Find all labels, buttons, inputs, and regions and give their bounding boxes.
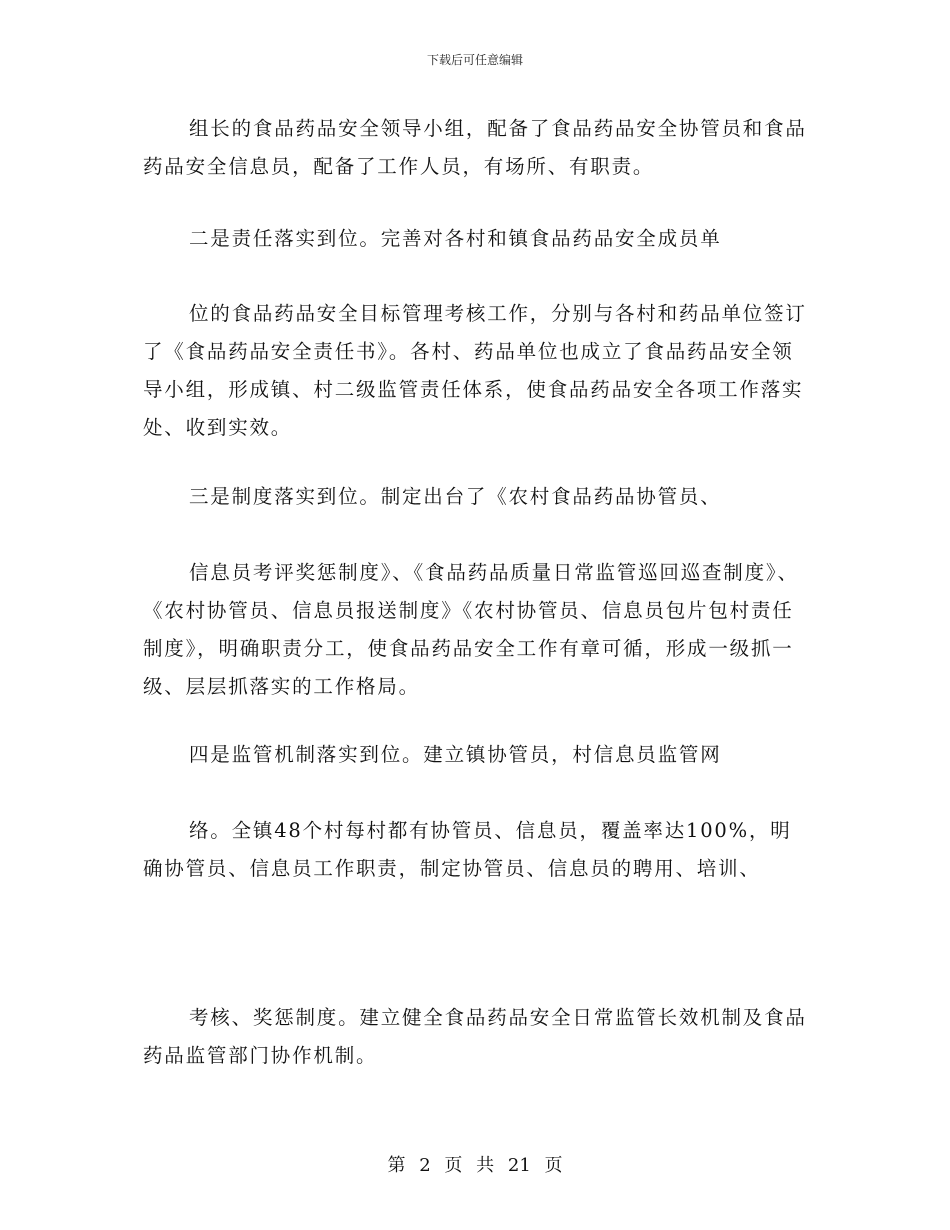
paragraph-3: 位的食品药品安全目标管理考核工作，分别与各村和药品单位签订了《食品药品安全责任书》。各村、药品单位也成立了食品药品安全领导小组，形成镇、村二级监管责任体系，使食品药品安全各项工作落实处、收到实效。 — [143, 302, 807, 439]
page-number-unit: 页 — [444, 1155, 463, 1176]
header-note: 下载后可任意编辑 — [426, 53, 523, 67]
paragraph-5: 信息员考评奖惩制度》、《食品药品质量日常监管巡回巡查制度》、《农村协管员、信息员报送制度》《农村协管员、信息员包片包村责任制度》，明确职责分工，使食品药品安全工作有章可循，形成一级抓一级、层层抓落实的工作格局。 — [143, 561, 799, 698]
paragraph-2: 二是责任落实到位。完善对各村和镇食品药品安全成员单 — [189, 227, 722, 250]
page-number-total: 21 — [507, 1155, 531, 1176]
paragraph-1: 组长的食品药品安全领导小组，配备了食品药品安全协管员和食品药品安全信息员，配备了工作人员，有场所、有职责。 — [143, 117, 807, 178]
page-number-prefix: 第 — [387, 1155, 406, 1176]
paragraph-7: 络。全镇48个村每村都有协管员、信息员，覆盖率达100%，明确协管员、信息员工作职责，制定协管员、信息员的聘用、培训、 — [143, 819, 792, 880]
paragraph-8: 考核、奖惩制度。建立健全食品药品安全日常监管长效机制及食品药品监管部门协作机制。 — [143, 1006, 807, 1067]
page-number — [0, 1154, 950, 1178]
paragraph-4: 三是制度落实到位。制定出台了《农村食品药品协管员、 — [189, 485, 722, 508]
page-number-current: 2 — [419, 1155, 431, 1176]
page-number-total-label: 共 — [476, 1155, 495, 1176]
paragraph-6: 四是监管机制落实到位。建立镇协管员，村信息员监管网 — [189, 743, 722, 766]
page-number-suffix: 页 — [544, 1155, 563, 1176]
